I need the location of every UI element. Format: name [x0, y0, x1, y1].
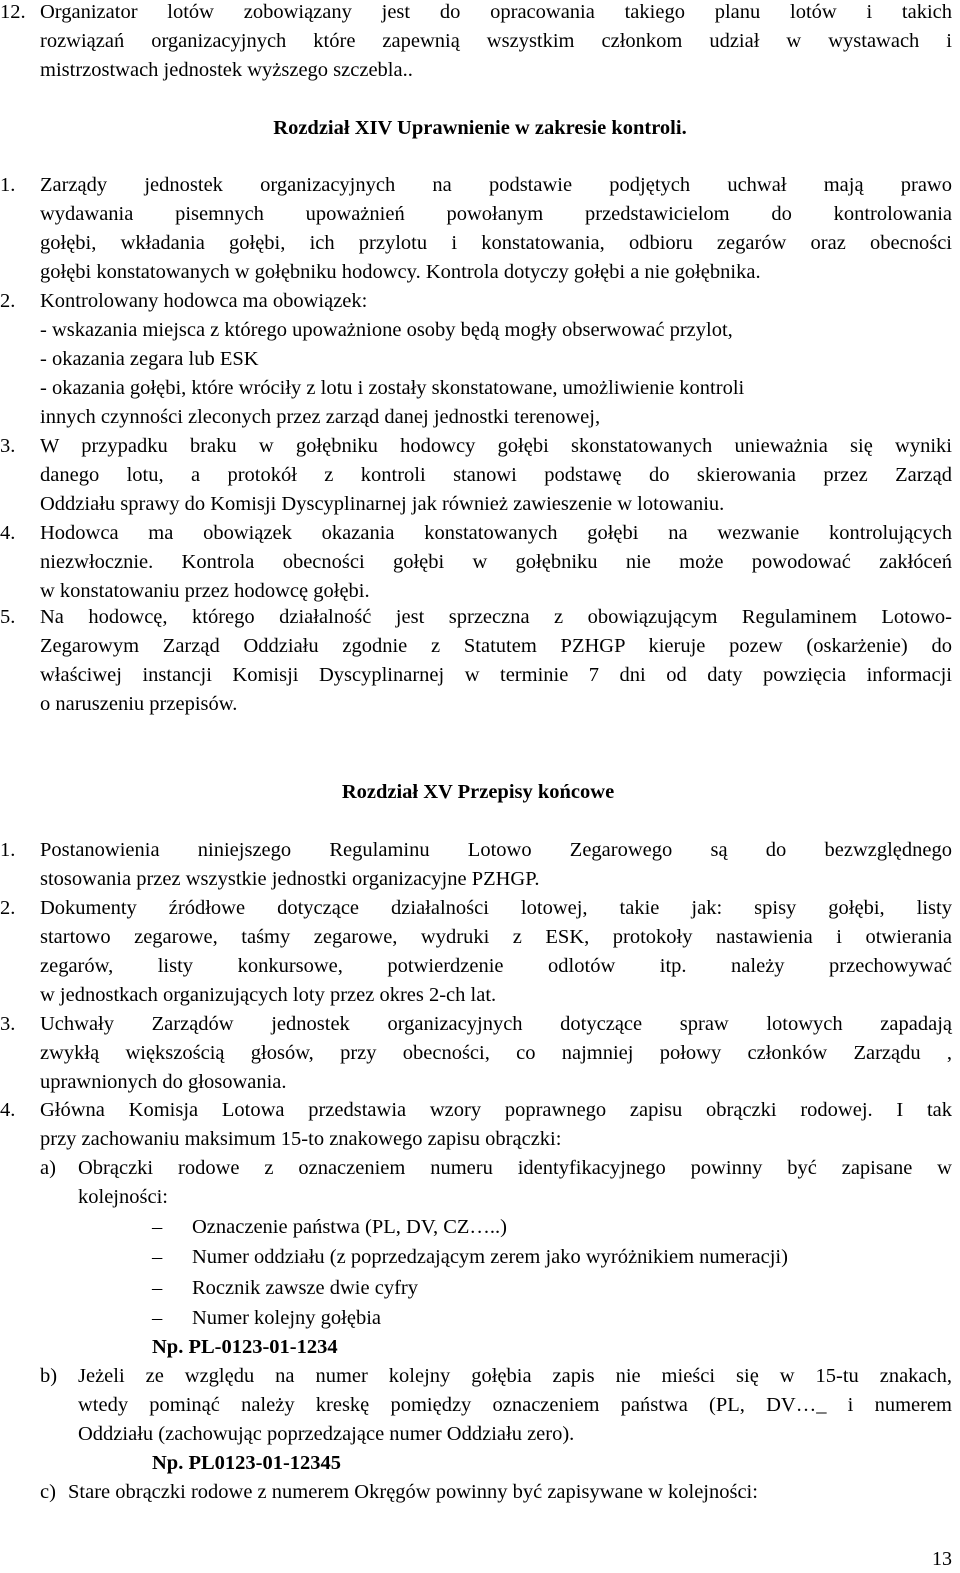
text-line: wtedy pominąć należy kreskę pomiędzy oznaczeniem państwa (PL, DV…_ i numerem [78, 1394, 952, 1416]
subitem-label: a) [40, 1157, 56, 1179]
ch15-item-4 [0, 1096, 952, 1154]
text-line: gołębi konstatowanych w gołębniku hodowcy. Kontrola dotyczy gołębi a nie gołębnika. [40, 261, 761, 283]
dash-item [152, 1243, 788, 1272]
dash-mark: – [152, 1277, 163, 1299]
text-line: Zegarowym Zarząd Oddziału zgodnie z Statutem PZHGP kieruje pozew (oskarżenie) do [40, 635, 952, 657]
text-line: Organizator lotów zobowiązany jest do opracowania takiego planu lotów i takich [40, 1, 952, 23]
example-b: Np. PL0123-01-12345 [152, 1452, 342, 1474]
subitem-label: b) [40, 1365, 58, 1387]
dash-text: Numer kolejny gołębia [192, 1307, 382, 1329]
text-line: Oddziału sprawy do Komisji Dyscyplinarnej jak również zawieszenie w lotowaniu. [40, 493, 725, 515]
text-line: niezwłocznie. Kontrola obecności gołębi w gołębniku nie może powodować zakłóceń [40, 551, 952, 573]
item-number: 4. [0, 522, 16, 544]
text-line: zwykłą większością głosów, przy obecności, co najmniej połowy członków Zarządu , [40, 1042, 952, 1064]
text-line: Postanowienia niniejszego Regulaminu Lotowo Zegarowego są do bezwzględnego [40, 839, 952, 861]
text-line: mistrzostwach jednostek wyższego szczebla.. [40, 59, 413, 81]
subitem-label: c) [40, 1481, 56, 1503]
text-line: rozwiązań organizacyjnych które zapewnią wszystkim członkom udział w wystawach i [40, 30, 952, 52]
text-line: zegarów, listy konkursowe, potwierdzenie odlotów itp. należy przechowywać [40, 955, 952, 977]
text-line: Uchwały Zarządów jednostek organizacyjnych dotyczące spraw lotowych zapadają [40, 1013, 952, 1035]
text-line: właściwej instancji Komisji Dyscyplinarnej w terminie 7 dni od daty powzięcia informacji [40, 664, 952, 686]
text-line: wydawania pisemnych upoważnień powołanym przedstawicielom do kontrolowania [40, 203, 952, 225]
subitem-b [40, 1362, 952, 1449]
ch15-item-2 [0, 894, 952, 1010]
text-line: gołębi, wkładania gołębi, ich przylotu i konstatowania, odbioru zegarów oraz obecności [40, 232, 952, 254]
item-number: 2. [0, 897, 16, 919]
text-line: Stare obrączki rodowe z numerem Okręgów powinny być zapisywane w kolejności: [68, 1481, 758, 1503]
item-number: 12. [0, 1, 26, 23]
text-line: Jeżeli ze względu na numer kolejny gołębia zapis nie mieści się w 15-tu znakach, [78, 1365, 952, 1387]
ch15-item-1 [0, 836, 952, 894]
chapter-15-title: Rozdział XV Przepisy końcowe [341, 781, 615, 803]
text-line: startowo zegarowe, taśmy zegarowe, wydruki z ESK, protokoły nastawienia i otwierania [40, 926, 952, 948]
ch14-item-3 [0, 432, 952, 519]
ch14-item-5 [0, 603, 952, 719]
item-number: 1. [0, 174, 16, 196]
text-line: - okazania zegara lub ESK [40, 348, 259, 370]
item-number: 5. [0, 606, 16, 628]
subitem-c [40, 1478, 952, 1507]
dash-text: Rocznik zawsze dwie cyfry [192, 1277, 418, 1299]
text-line: o naruszeniu przepisów. [40, 693, 238, 715]
dash-item [152, 1274, 418, 1303]
ch14-item-2 [0, 287, 952, 432]
text-line: uprawnionych do głosowania. [40, 1071, 287, 1093]
chapter-14-title: Rozdział XIV Uprawnienie w zakresie kontroli. [273, 117, 687, 139]
paragraph-12 [0, 0, 952, 85]
text-line: Oddziału (zachowując poprzedzające numer Oddziału zero). [78, 1423, 575, 1445]
dash-mark: – [152, 1307, 163, 1329]
text-line: kolejności: [78, 1186, 168, 1208]
item-number: 3. [0, 1013, 16, 1035]
dash-item [152, 1304, 381, 1333]
text-line: Zarządy jednostek organizacyjnych na podstawie podjętych uchwał mają prawo [40, 174, 952, 196]
subitem-a [40, 1154, 952, 1212]
text-line: - wskazania miejsca z którego upoważnione osoby będą mogły obserwować przylot, [40, 319, 733, 341]
text-line: danego lotu, a protokół z kontroli stanowi podstawę do skierowania przez Zarząd [40, 464, 952, 486]
example-a: Np. PL-0123-01-1234 [152, 1336, 338, 1358]
text-line: innych czynności zleconych przez zarząd danej jednostki terenowej, [40, 406, 601, 428]
text-line: Hodowca ma obowiązek okazania konstatowanych gołębi na wezwanie kontrolujących [40, 522, 952, 544]
text-line: Główna Komisja Lotowa przedstawia wzory poprawnego zapisu obrączki rodowej. I tak [40, 1099, 952, 1121]
text-line: - okazania gołębi, które wróciły z lotu i zostały skonstatowane, umożliwienie kontroli [40, 377, 745, 399]
ch14-item-4 [0, 519, 952, 606]
dash-mark: – [152, 1216, 163, 1238]
item-number: 2. [0, 290, 16, 312]
text-line: Dokumenty źródłowe dotyczące działalności lotowej, takie jak: spisy gołębi, listy [40, 897, 952, 919]
dash-item [152, 1213, 507, 1242]
text-line: Obrączki rodowe z oznaczeniem numeru identyfikacyjnego powinny być zapisane w [78, 1157, 952, 1179]
ch15-item-3 [0, 1010, 952, 1097]
item-number: 4. [0, 1099, 16, 1121]
text-line: Kontrolowany hodowca ma obowiązek: [40, 290, 368, 312]
item-number: 3. [0, 435, 16, 457]
dash-text: Oznaczenie państwa (PL, DV, CZ…..) [192, 1216, 508, 1238]
ch14-item-1 [0, 171, 952, 287]
text-line: W przypadku braku w gołębniku hodowcy gołębi skonstatowanych unieważnia się wyniki [40, 435, 952, 457]
text-line: w jednostkach organizujących loty przez okres 2-ch lat. [40, 984, 497, 1006]
page-number: 13 [932, 1548, 952, 1570]
text-line: Na hodowcę, którego działalność jest sprzeczna z obowiązującym Regulaminem Lotowo- [40, 606, 952, 628]
item-number: 1. [0, 839, 16, 861]
dash-text: Numer oddziału (z poprzedzającym zerem jako wyróżnikiem numeracji) [192, 1246, 788, 1268]
text-line: stosowania przez wszystkie jednostki organizacyjne PZHGP. [40, 868, 540, 890]
dash-mark: – [152, 1246, 163, 1268]
text-line: w konstatowaniu przez hodowcę gołębi. [40, 580, 370, 602]
text-line: przy zachowaniu maksimum 15-to znakowego zapisu obrączki: [40, 1128, 562, 1150]
